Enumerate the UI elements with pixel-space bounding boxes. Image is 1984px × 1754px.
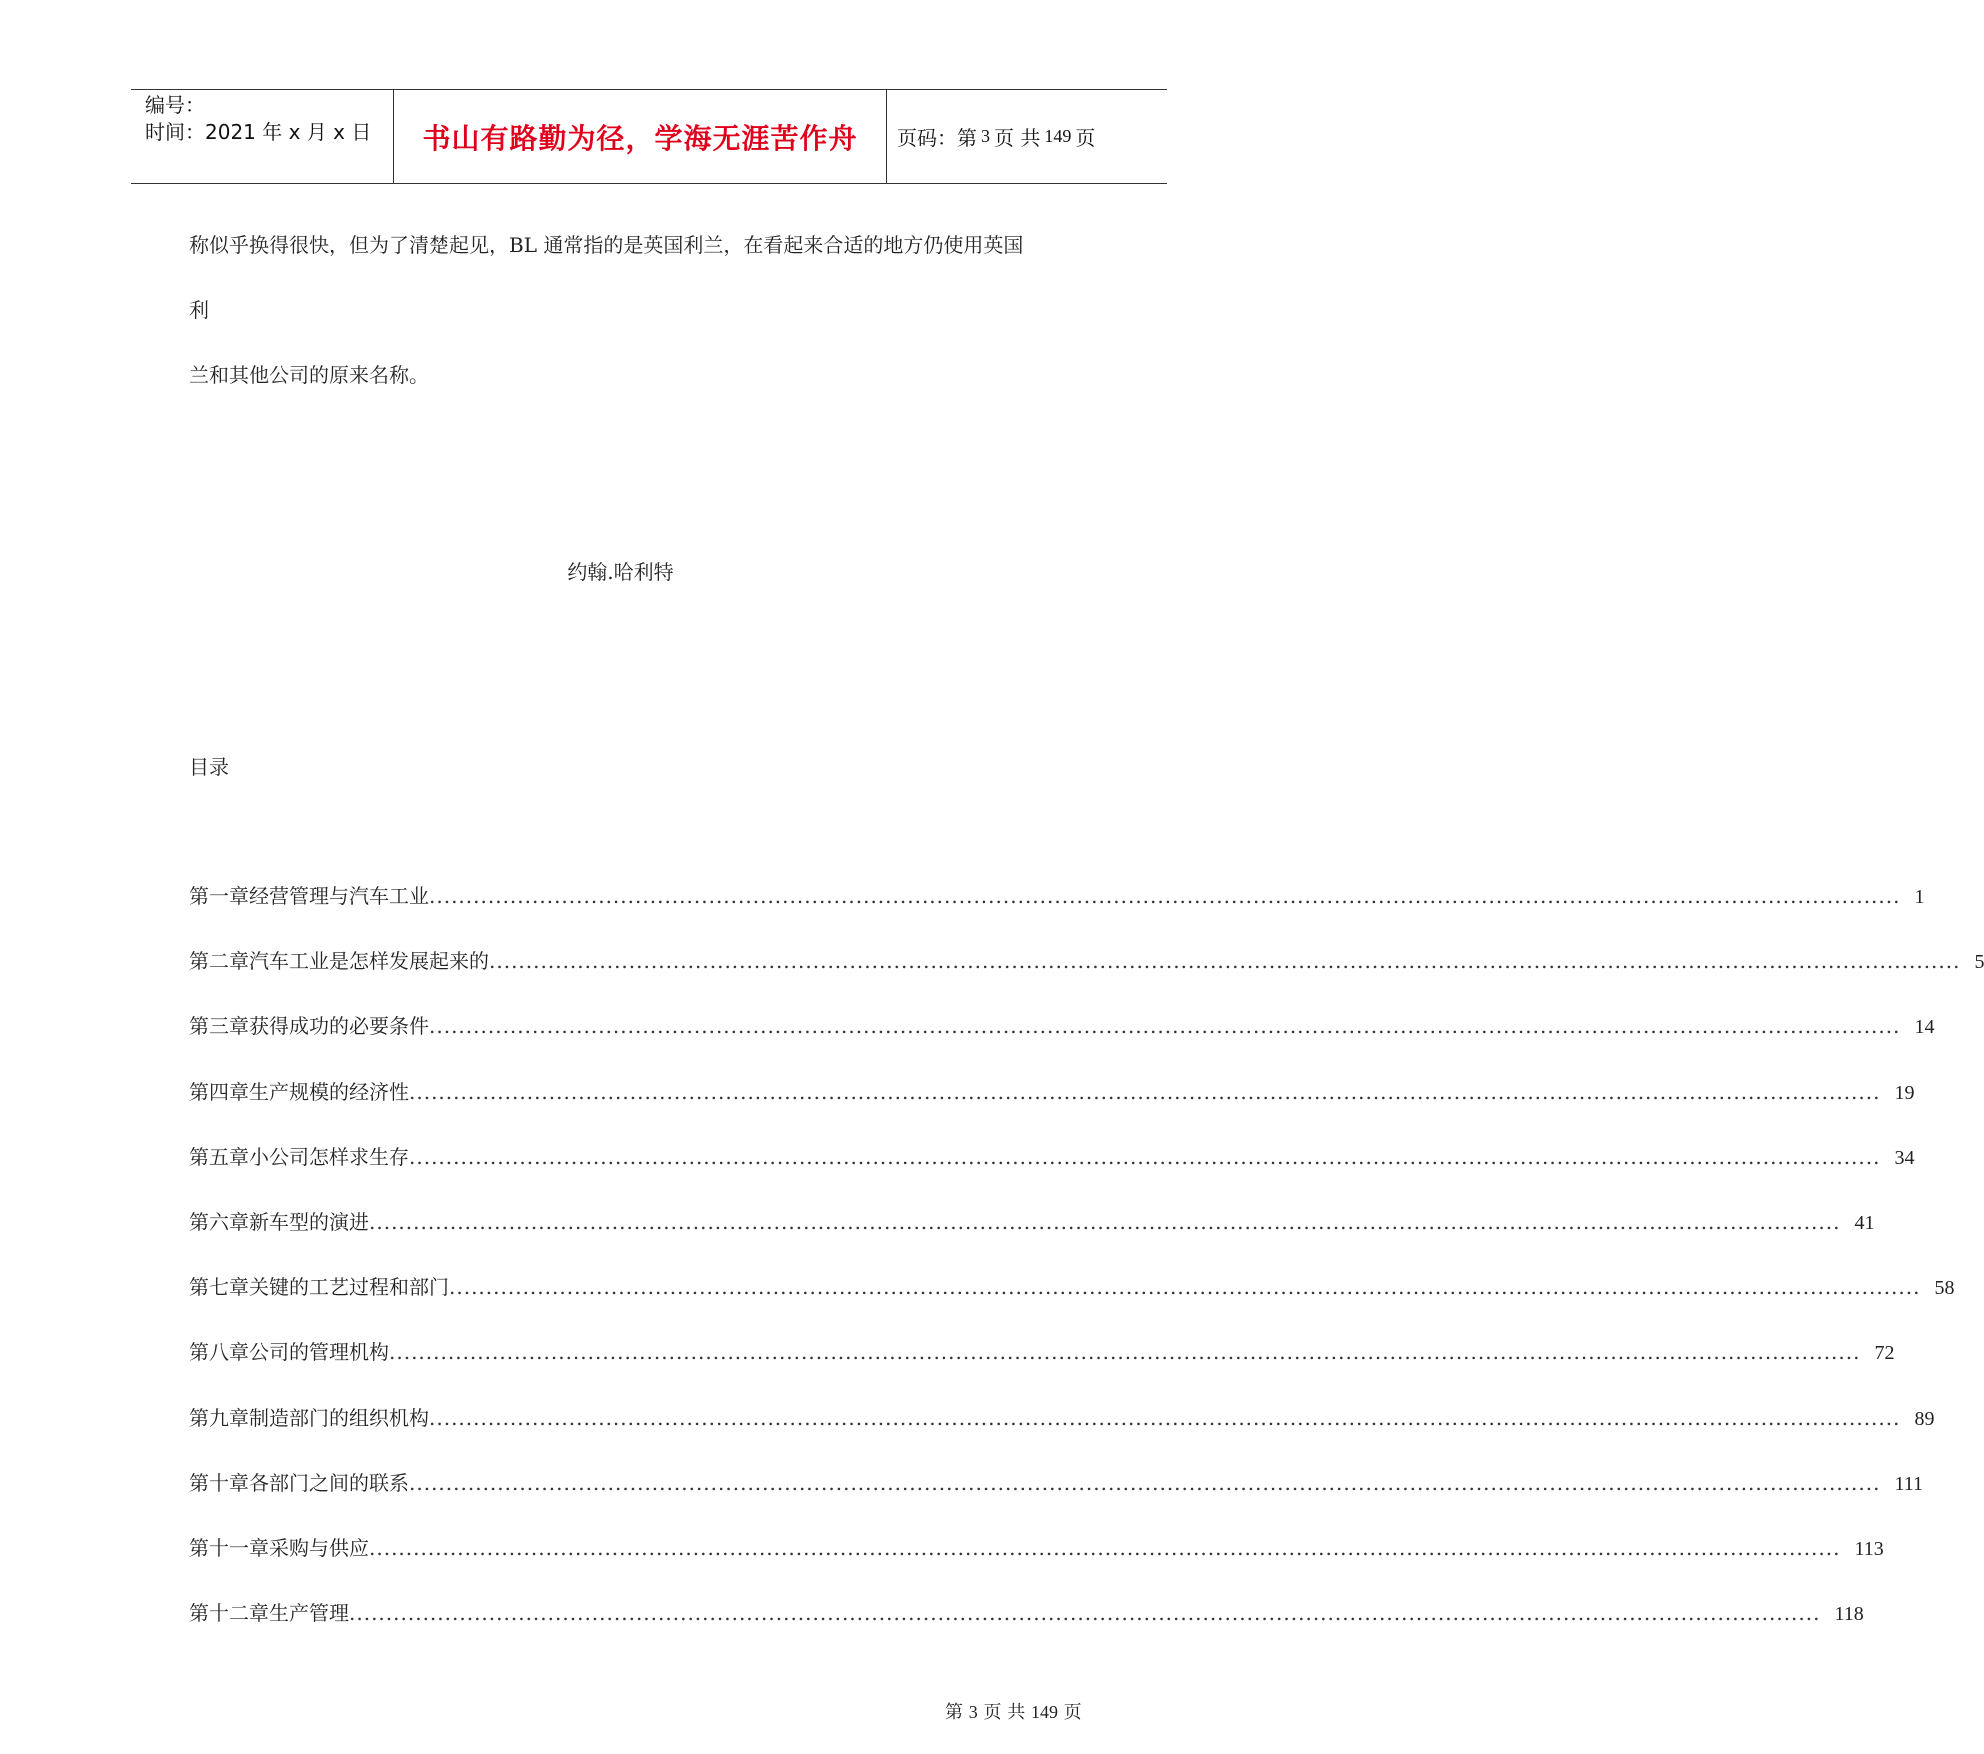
- author-name: 约翰.哈利特: [567, 560, 674, 584]
- toc-entry[interactable]: [189, 1141, 1915, 1171]
- toc-entry-label: 第十一章: [189, 1536, 269, 1560]
- toc-entry-page: 72: [1874, 1342, 1895, 1365]
- toc-entry[interactable]: [189, 1597, 1864, 1627]
- toc-entry-label: 第十章: [189, 1470, 249, 1495]
- toc-entry-page: 118: [1834, 1603, 1864, 1626]
- toc-entry[interactable]: [189, 1336, 1895, 1366]
- toc-entry-page: 34: [1894, 1146, 1915, 1169]
- toc-entry-title: 采购与供应: [269, 1536, 369, 1560]
- toc-entry-page: 19: [1894, 1081, 1915, 1104]
- toc-entry-title: 新车型的演进: [249, 1210, 369, 1234]
- toc-entry-title: 生产规模的经济性: [249, 1079, 409, 1104]
- document-number-label: 编号：: [145, 93, 205, 117]
- toc-entry-label: 第八章: [189, 1340, 249, 1365]
- toc-entry-label: 第七章: [189, 1275, 249, 1300]
- footer-suffix: 页: [1063, 1702, 1082, 1723]
- toc-entry[interactable]: [189, 1076, 1915, 1106]
- header-page-indicator: [897, 90, 1095, 183]
- toc-leader-dots: ........................................................................................................................................................................................................: [369, 1536, 1841, 1560]
- header-page-suffix: 页: [1075, 126, 1096, 150]
- toc-entry-label: 第九章: [189, 1405, 249, 1430]
- toc-entry-label: 第三章: [189, 1014, 249, 1039]
- toc-entry-page: 41: [1854, 1212, 1875, 1234]
- toc-leader-dots: ........................................................................................................................................................................................................: [449, 1275, 1921, 1300]
- toc-entry-label: 第六章: [189, 1210, 249, 1234]
- toc-entry-page: 58: [1934, 1277, 1955, 1300]
- toc-entry-title: 小公司怎样求生存: [249, 1144, 409, 1169]
- toc-entry-label: 第十二章: [189, 1601, 269, 1626]
- footer-middle: 页 共: [983, 1702, 1026, 1723]
- toc-entry[interactable]: [189, 1271, 1955, 1301]
- toc-leader-dots: ........................................................................................................................................................................................................: [409, 1470, 1881, 1495]
- toc-entry-page: 1: [1914, 886, 1925, 908]
- toc-entry-title: 经营管理与汽车工业: [249, 884, 429, 908]
- page-footer: [945, 1698, 1082, 1724]
- toc-leader-dots: ........................................................................................................................................................................................................: [489, 949, 1961, 974]
- toc-entry-page: 5: [1974, 951, 1984, 974]
- toc-leader-dots: ........................................................................................................................................................................................................: [349, 1601, 1821, 1626]
- toc-leader-dots: ........................................................................................................................................................................................................: [369, 1210, 1841, 1234]
- footer-page-current: 3: [968, 1702, 978, 1722]
- body-paragraph-line: 称似乎换得很快，但为了清楚起见，BL 通常指的是英国利兰，在看起来合适的地方仍使用英国: [189, 233, 1024, 257]
- header-page-current: 3: [981, 126, 990, 146]
- document-time-label: 时间：2021 年 x 月 x 日: [145, 120, 372, 144]
- header-page-middle: 页 共: [994, 126, 1041, 150]
- toc-entry-label: 第四章: [189, 1079, 249, 1104]
- toc-entry-label: 第五章: [189, 1144, 249, 1169]
- toc-entry-title: 制造部门的组织机构: [249, 1405, 429, 1430]
- toc-entry-page: 111: [1894, 1472, 1923, 1495]
- toc-leader-dots: ........................................................................................................................................................................................................: [429, 884, 1901, 908]
- toc-entry[interactable]: [189, 945, 1984, 975]
- toc-entry-title: 汽车工业是怎样发展起来的: [249, 949, 489, 974]
- toc-entry-title: 关键的工艺过程和部门: [249, 1275, 449, 1300]
- toc-entry-label: 第二章: [189, 949, 249, 974]
- toc-entry[interactable]: [189, 1010, 1935, 1040]
- body-paragraph-line: 利: [189, 298, 209, 322]
- toc-entry[interactable]: [189, 1402, 1935, 1432]
- header-motto: 书山有路勤为径，学海无涯苦作舟: [422, 121, 858, 155]
- toc-leader-dots: ........................................................................................................................................................................................................: [389, 1340, 1861, 1365]
- toc-entry-page: 14: [1914, 1016, 1935, 1039]
- header-meta: [145, 92, 371, 146]
- toc-leader-dots: ........................................................................................................................................................................................................: [429, 1014, 1901, 1039]
- toc-entry-title: 公司的管理机构: [249, 1340, 389, 1365]
- toc-entry-page: 89: [1914, 1407, 1935, 1430]
- page-header: [131, 89, 1167, 184]
- toc-entry-page: 113: [1854, 1538, 1884, 1560]
- toc-heading: 目录: [189, 755, 229, 779]
- body-paragraph-line: 兰和其他公司的原来名称。: [189, 363, 429, 387]
- toc-leader-dots: ........................................................................................................................................................................................................: [409, 1079, 1881, 1104]
- header-divider: [886, 90, 887, 183]
- toc-entry-title: 获得成功的必要条件: [249, 1014, 429, 1039]
- toc-entry[interactable]: [189, 880, 1925, 910]
- toc-leader-dots: ........................................................................................................................................................................................................: [429, 1405, 1901, 1430]
- footer-page-total: 149: [1030, 1702, 1058, 1722]
- toc-leader-dots: ........................................................................................................................................................................................................: [409, 1144, 1881, 1169]
- footer-prefix: 第: [945, 1702, 963, 1723]
- toc-entry[interactable]: [189, 1206, 1875, 1236]
- header-page-prefix: 页码：第: [897, 126, 977, 150]
- toc-entry-title: 各部门之间的联系: [249, 1470, 409, 1495]
- toc-entry-label: 第一章: [189, 884, 249, 908]
- toc-entry[interactable]: [189, 1467, 1923, 1497]
- toc-entry-title: 生产管理: [269, 1601, 349, 1626]
- toc-entry[interactable]: [189, 1532, 1884, 1562]
- header-page-total: 149: [1044, 126, 1072, 146]
